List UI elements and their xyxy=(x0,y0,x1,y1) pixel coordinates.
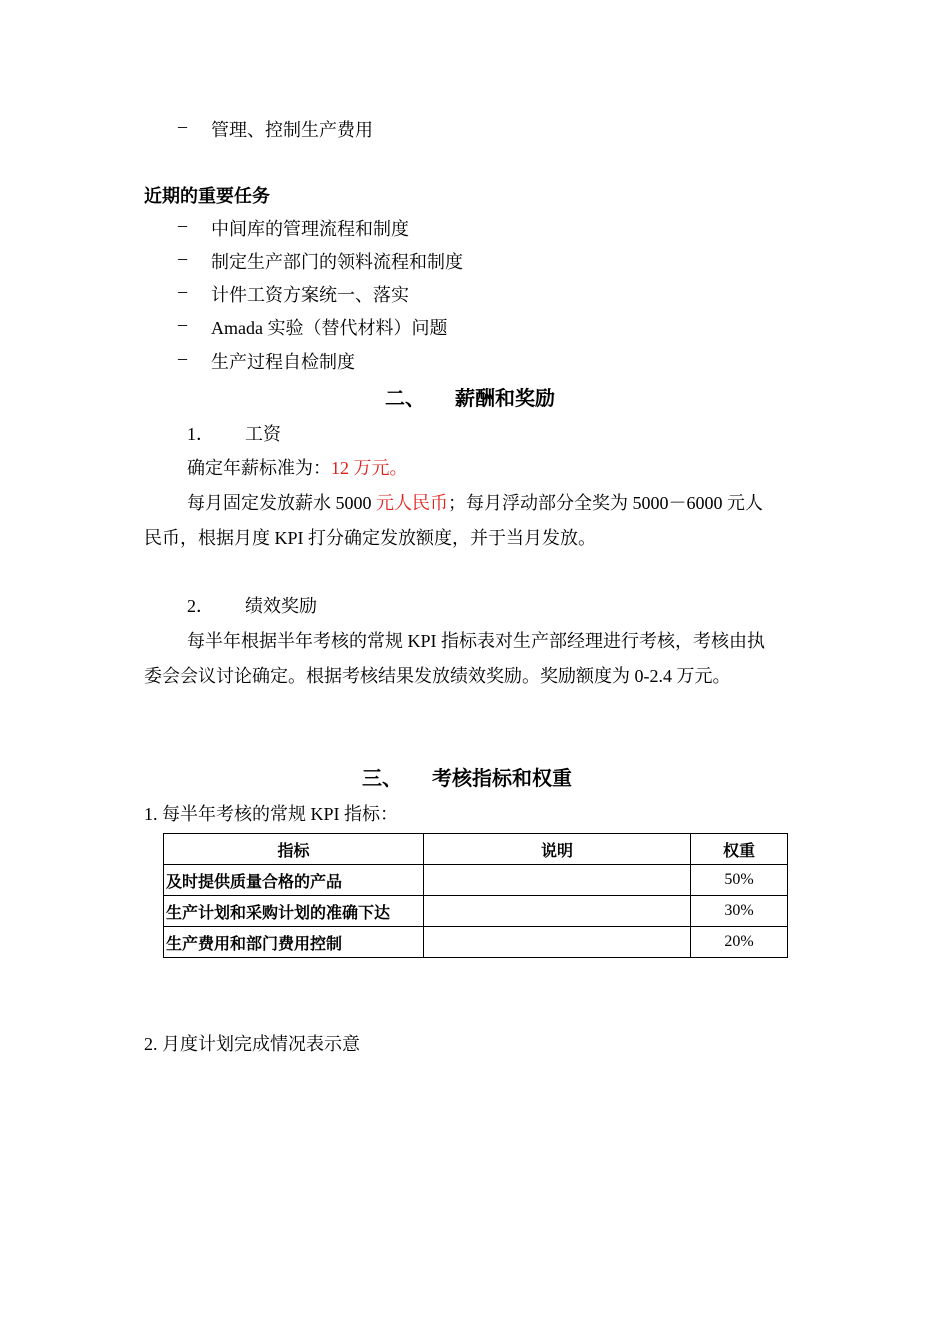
list-bullet-dash: – xyxy=(178,248,187,268)
subsection-title: 绩效奖励 xyxy=(245,596,317,616)
list-bullet-dash: – xyxy=(178,314,187,334)
salary-standard-value: 12 万元。 xyxy=(331,458,408,478)
table-row xyxy=(164,865,788,896)
list-bullet-dash: – xyxy=(178,348,187,368)
indicator-cell: 生产费用和部门费用控制 xyxy=(164,927,424,958)
description-cell xyxy=(424,927,691,958)
table-header-row xyxy=(164,834,788,865)
section-number: 三、 xyxy=(362,766,402,790)
monthly-currency: 元人民币 xyxy=(376,493,448,513)
description-cell xyxy=(424,865,691,896)
table-row xyxy=(164,896,788,927)
tasks-title: 近期的重要任务 xyxy=(144,186,270,207)
subsection-number: 1． xyxy=(187,424,214,444)
kpi-intro: 1. 每半年考核的常规 KPI 指标： xyxy=(144,804,399,824)
task-item: 制定生产部门的领料流程和制度 xyxy=(211,252,463,272)
monthly-salary-line2: 民币，根据月度 KPI 打分确定发放额度，并于当月发放。 xyxy=(144,528,597,548)
monthly-plan-intro: 2. 月度计划完成情况表示意 xyxy=(144,1034,360,1054)
subsection-title: 工资 xyxy=(245,424,281,444)
section-title: 薪酬和奖励 xyxy=(455,386,555,410)
weight-cell: 20% xyxy=(691,927,788,958)
description-cell xyxy=(424,896,691,927)
section-title: 考核指标和权重 xyxy=(432,766,572,790)
monthly-prefix: 每月固定发放薪水 5000 xyxy=(187,493,376,513)
task-item: Amada 实验（替代材料）问题 xyxy=(211,318,448,338)
kpi-table xyxy=(163,833,788,958)
table-row xyxy=(164,927,788,958)
performance-line2: 委会会议讨论确定。根据考核结果发放绩效奖励。奖励额度为 0-2.4 万元。 xyxy=(144,666,731,686)
section-number: 二、 xyxy=(385,386,425,410)
performance-line1: 每半年根据半年考核的常规 KPI 指标表对生产部经理进行考核，考核由执 xyxy=(187,631,766,651)
salary-standard-label: 确定年薪标准为： xyxy=(187,458,331,478)
column-header-indicator: 指标 xyxy=(164,834,424,865)
list-bullet-dash: – xyxy=(178,281,187,301)
task-item: 中间库的管理流程和制度 xyxy=(211,219,409,239)
weight-cell: 30% xyxy=(691,896,788,927)
list-bullet-dash: – xyxy=(178,215,187,235)
list-item: 管理、控制生产费用 xyxy=(211,120,373,140)
indicator-cell: 及时提供质量合格的产品 xyxy=(164,865,424,896)
column-header-weight: 权重 xyxy=(691,834,788,865)
monthly-salary-line1 xyxy=(187,489,763,515)
task-item: 计件工资方案统一、落实 xyxy=(211,285,409,305)
salary-standard xyxy=(187,454,408,480)
indicator-cell: 生产计划和采购计划的准确下达 xyxy=(164,896,424,927)
task-item: 生产过程自检制度 xyxy=(211,352,355,372)
column-header-description: 说明 xyxy=(424,834,691,865)
weight-cell: 50% xyxy=(691,865,788,896)
subsection-number: 2． xyxy=(187,596,214,616)
list-bullet-dash: – xyxy=(178,116,187,136)
monthly-rest: ；每月浮动部分全奖为 5000－6000 元人 xyxy=(448,493,763,513)
